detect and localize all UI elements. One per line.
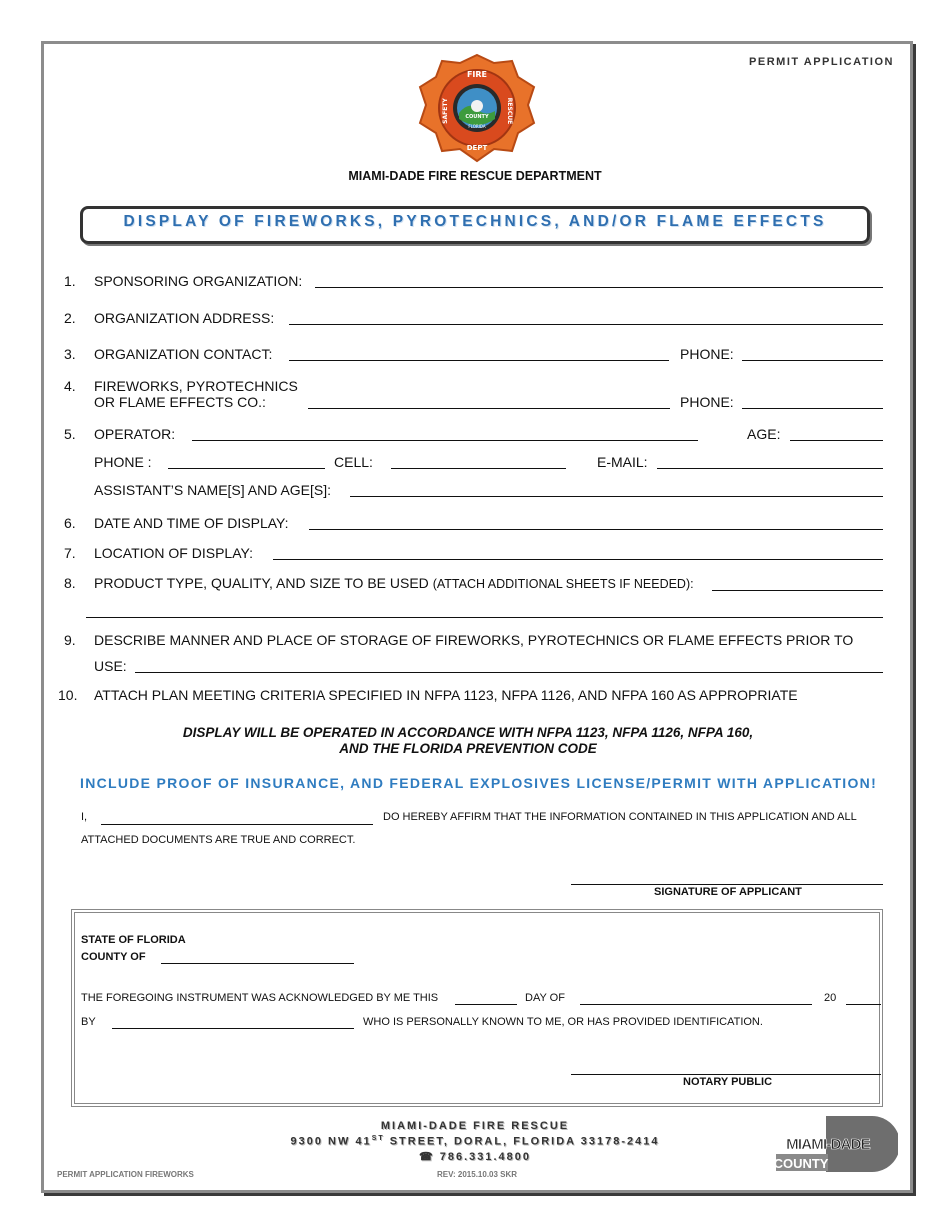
q4-label-line1: FIREWORKS, PYROTECHNICS <box>94 378 298 394</box>
q5-age-label: AGE: <box>747 426 781 442</box>
q9-label-line1: DESCRIBE MANNER AND PLACE OF STORAGE OF FIREWORKS, PYROTECHNICS OR FLAME EFFECTS PRIOR TO <box>94 632 854 648</box>
q5-assistants-label: ASSISTANT’S NAME[S] AND AGE[S]: <box>94 482 332 498</box>
fireworks-company-field[interactable] <box>308 408 670 409</box>
miami-dade-county-logo-icon <box>774 1116 898 1172</box>
affirm-text: DO HEREBY AFFIRM THAT THE INFORMATION CONTAINED IN THIS APPLICATION AND ALL <box>383 811 857 823</box>
assistants-field[interactable] <box>350 496 883 497</box>
operator-field[interactable] <box>192 440 698 441</box>
signature-label: SIGNATURE OF APPLICANT <box>654 886 802 898</box>
q9-number: 9. <box>64 632 76 648</box>
q6-number: 6. <box>64 515 76 531</box>
nfpa-notice-line1: DISPLAY WILL BE OPERATED IN ACCORDANCE WITH NFPA 1123, NFPA 1126, NFPA 160, <box>182 725 754 740</box>
q7-number: 7. <box>64 545 76 561</box>
q4-label-line2: OR FLAME EFFECTS CO.: <box>94 394 266 410</box>
operator-cell-field[interactable] <box>391 468 566 469</box>
q3-label: ORGANIZATION CONTACT: <box>94 346 273 362</box>
footer-phone: ☎ 786.331.4800 <box>418 1151 532 1163</box>
notary-month-field[interactable] <box>580 1004 812 1005</box>
q5-phone-label: PHONE : <box>94 454 152 470</box>
applicant-signature-field[interactable] <box>571 884 883 885</box>
svg-text:MIAMI-DADE: MIAMI-DADE <box>786 1136 870 1153</box>
sponsoring-organization-field[interactable] <box>315 287 883 288</box>
notary-day-of: DAY OF <box>525 992 565 1004</box>
q4-phone-label: PHONE: <box>680 394 734 410</box>
product-type-field[interactable] <box>712 590 883 591</box>
affirm-prefix: I, <box>81 811 88 823</box>
q8-number: 8. <box>64 575 76 591</box>
product-type-continuation-field[interactable] <box>86 617 883 618</box>
display-date-time-field[interactable] <box>309 529 883 530</box>
q2-number: 2. <box>64 310 76 326</box>
operator-email-field[interactable] <box>657 468 883 469</box>
q10-label: ATTACH PLAN MEETING CRITERIA SPECIFIED IN NFPA 1123, NFPA 1126, AND NFPA 160 AS APPROPRIATE <box>94 687 798 703</box>
q6-label: DATE AND TIME OF DISPLAY: <box>94 515 289 531</box>
notary-known-text: WHO IS PERSONALLY KNOWN TO ME, OR HAS PROVIDED IDENTIFICATION. <box>363 1016 763 1028</box>
applicant-name-field[interactable] <box>101 824 373 825</box>
department-name: MIAMI-DADE FIRE RESCUE DEPARTMENT <box>348 169 602 183</box>
notary-year-field[interactable] <box>846 1004 881 1005</box>
q5-cell-label: CELL: <box>334 454 373 470</box>
organization-contact-field[interactable] <box>289 360 669 361</box>
svg-text:RESCUE: RESCUE <box>506 97 513 125</box>
fire-rescue-seal-icon <box>414 53 540 165</box>
q8-label: PRODUCT TYPE, QUALITY, AND SIZE TO BE USED (ATTACH ADDITIONAL SHEETS IF NEEDED): <box>94 575 694 591</box>
svg-text:FIRE: FIRE <box>466 70 488 79</box>
footer-form-name: PERMIT APPLICATION FIREWORKS <box>57 1170 194 1179</box>
display-location-field[interactable] <box>273 559 883 560</box>
q5-number: 5. <box>64 426 76 442</box>
affirm-text-line2: ATTACHED DOCUMENTS ARE TRUE AND CORRECT. <box>81 834 356 846</box>
organization-address-field[interactable] <box>289 324 883 325</box>
q10-number: 10. <box>58 687 78 703</box>
operator-age-field[interactable] <box>790 440 883 441</box>
svg-text:FLORIDA: FLORIDA <box>468 124 486 129</box>
form-title: DISPLAY OF FIREWORKS, PYROTECHNICS, AND/OR FLAME EFFECTS <box>123 213 827 230</box>
q7-label: LOCATION OF DISPLAY: <box>94 545 253 561</box>
notary-state: STATE OF FLORIDA <box>81 934 186 946</box>
q5-label: OPERATOR: <box>94 426 176 442</box>
notary-signature-field[interactable] <box>571 1074 881 1075</box>
fireworks-company-phone-field[interactable] <box>742 408 883 409</box>
q9-label-line2: USE: <box>94 658 127 674</box>
q1-label: SPONSORING ORGANIZATION: <box>94 273 303 289</box>
operator-phone-field[interactable] <box>168 468 325 469</box>
q4-number: 4. <box>64 378 76 394</box>
notary-public-label: NOTARY PUBLIC <box>683 1076 773 1088</box>
telephone-icon: ☎ <box>418 1151 435 1163</box>
notary-day-field[interactable] <box>455 1004 517 1005</box>
storage-description-field[interactable] <box>135 672 883 673</box>
notary-person-field[interactable] <box>112 1028 354 1029</box>
q5-email-label: E-MAIL: <box>597 454 648 470</box>
footer-org: MIAMI-DADE FIRE RESCUE <box>380 1120 570 1132</box>
q3-number: 3. <box>64 346 76 362</box>
footer-revision: REV: 2015.10.03 SKR <box>437 1170 518 1179</box>
q2-label: ORGANIZATION ADDRESS: <box>94 310 275 326</box>
q3-phone-label: PHONE: <box>680 346 734 362</box>
footer-address: 9300 NW 41ST STREET, DORAL, FLORIDA 33178-2414 <box>290 1135 660 1148</box>
notary-county-field[interactable] <box>161 963 354 964</box>
notary-county-label: COUNTY OF <box>81 951 146 963</box>
organization-phone-field[interactable] <box>742 360 883 361</box>
q8-label-note: (ATTACH ADDITIONAL SHEETS IF NEEDED): <box>432 577 694 591</box>
notary-ack-text: THE FOREGOING INSTRUMENT WAS ACKNOWLEDGED BY ME THIS <box>81 992 439 1004</box>
nfpa-notice-line2: AND THE FLORIDA PREVENTION CODE <box>339 741 597 756</box>
form-type-label: PERMIT APPLICATION <box>749 56 894 68</box>
q1-number: 1. <box>64 273 76 289</box>
notary-year-prefix: 20 <box>824 992 837 1004</box>
insurance-proof-notice: INCLUDE PROOF OF INSURANCE, AND FEDERAL EXPLOSIVES LICENSE/PERMIT WITH APPLICATION! <box>80 775 878 791</box>
svg-text:COUNTY: COUNTY <box>465 114 489 120</box>
svg-text:DEPT: DEPT <box>466 144 488 152</box>
svg-text:SAFETY: SAFETY <box>442 98 449 124</box>
svg-text:COUNTY: COUNTY <box>774 1156 829 1171</box>
notary-by-label: BY <box>81 1016 96 1028</box>
